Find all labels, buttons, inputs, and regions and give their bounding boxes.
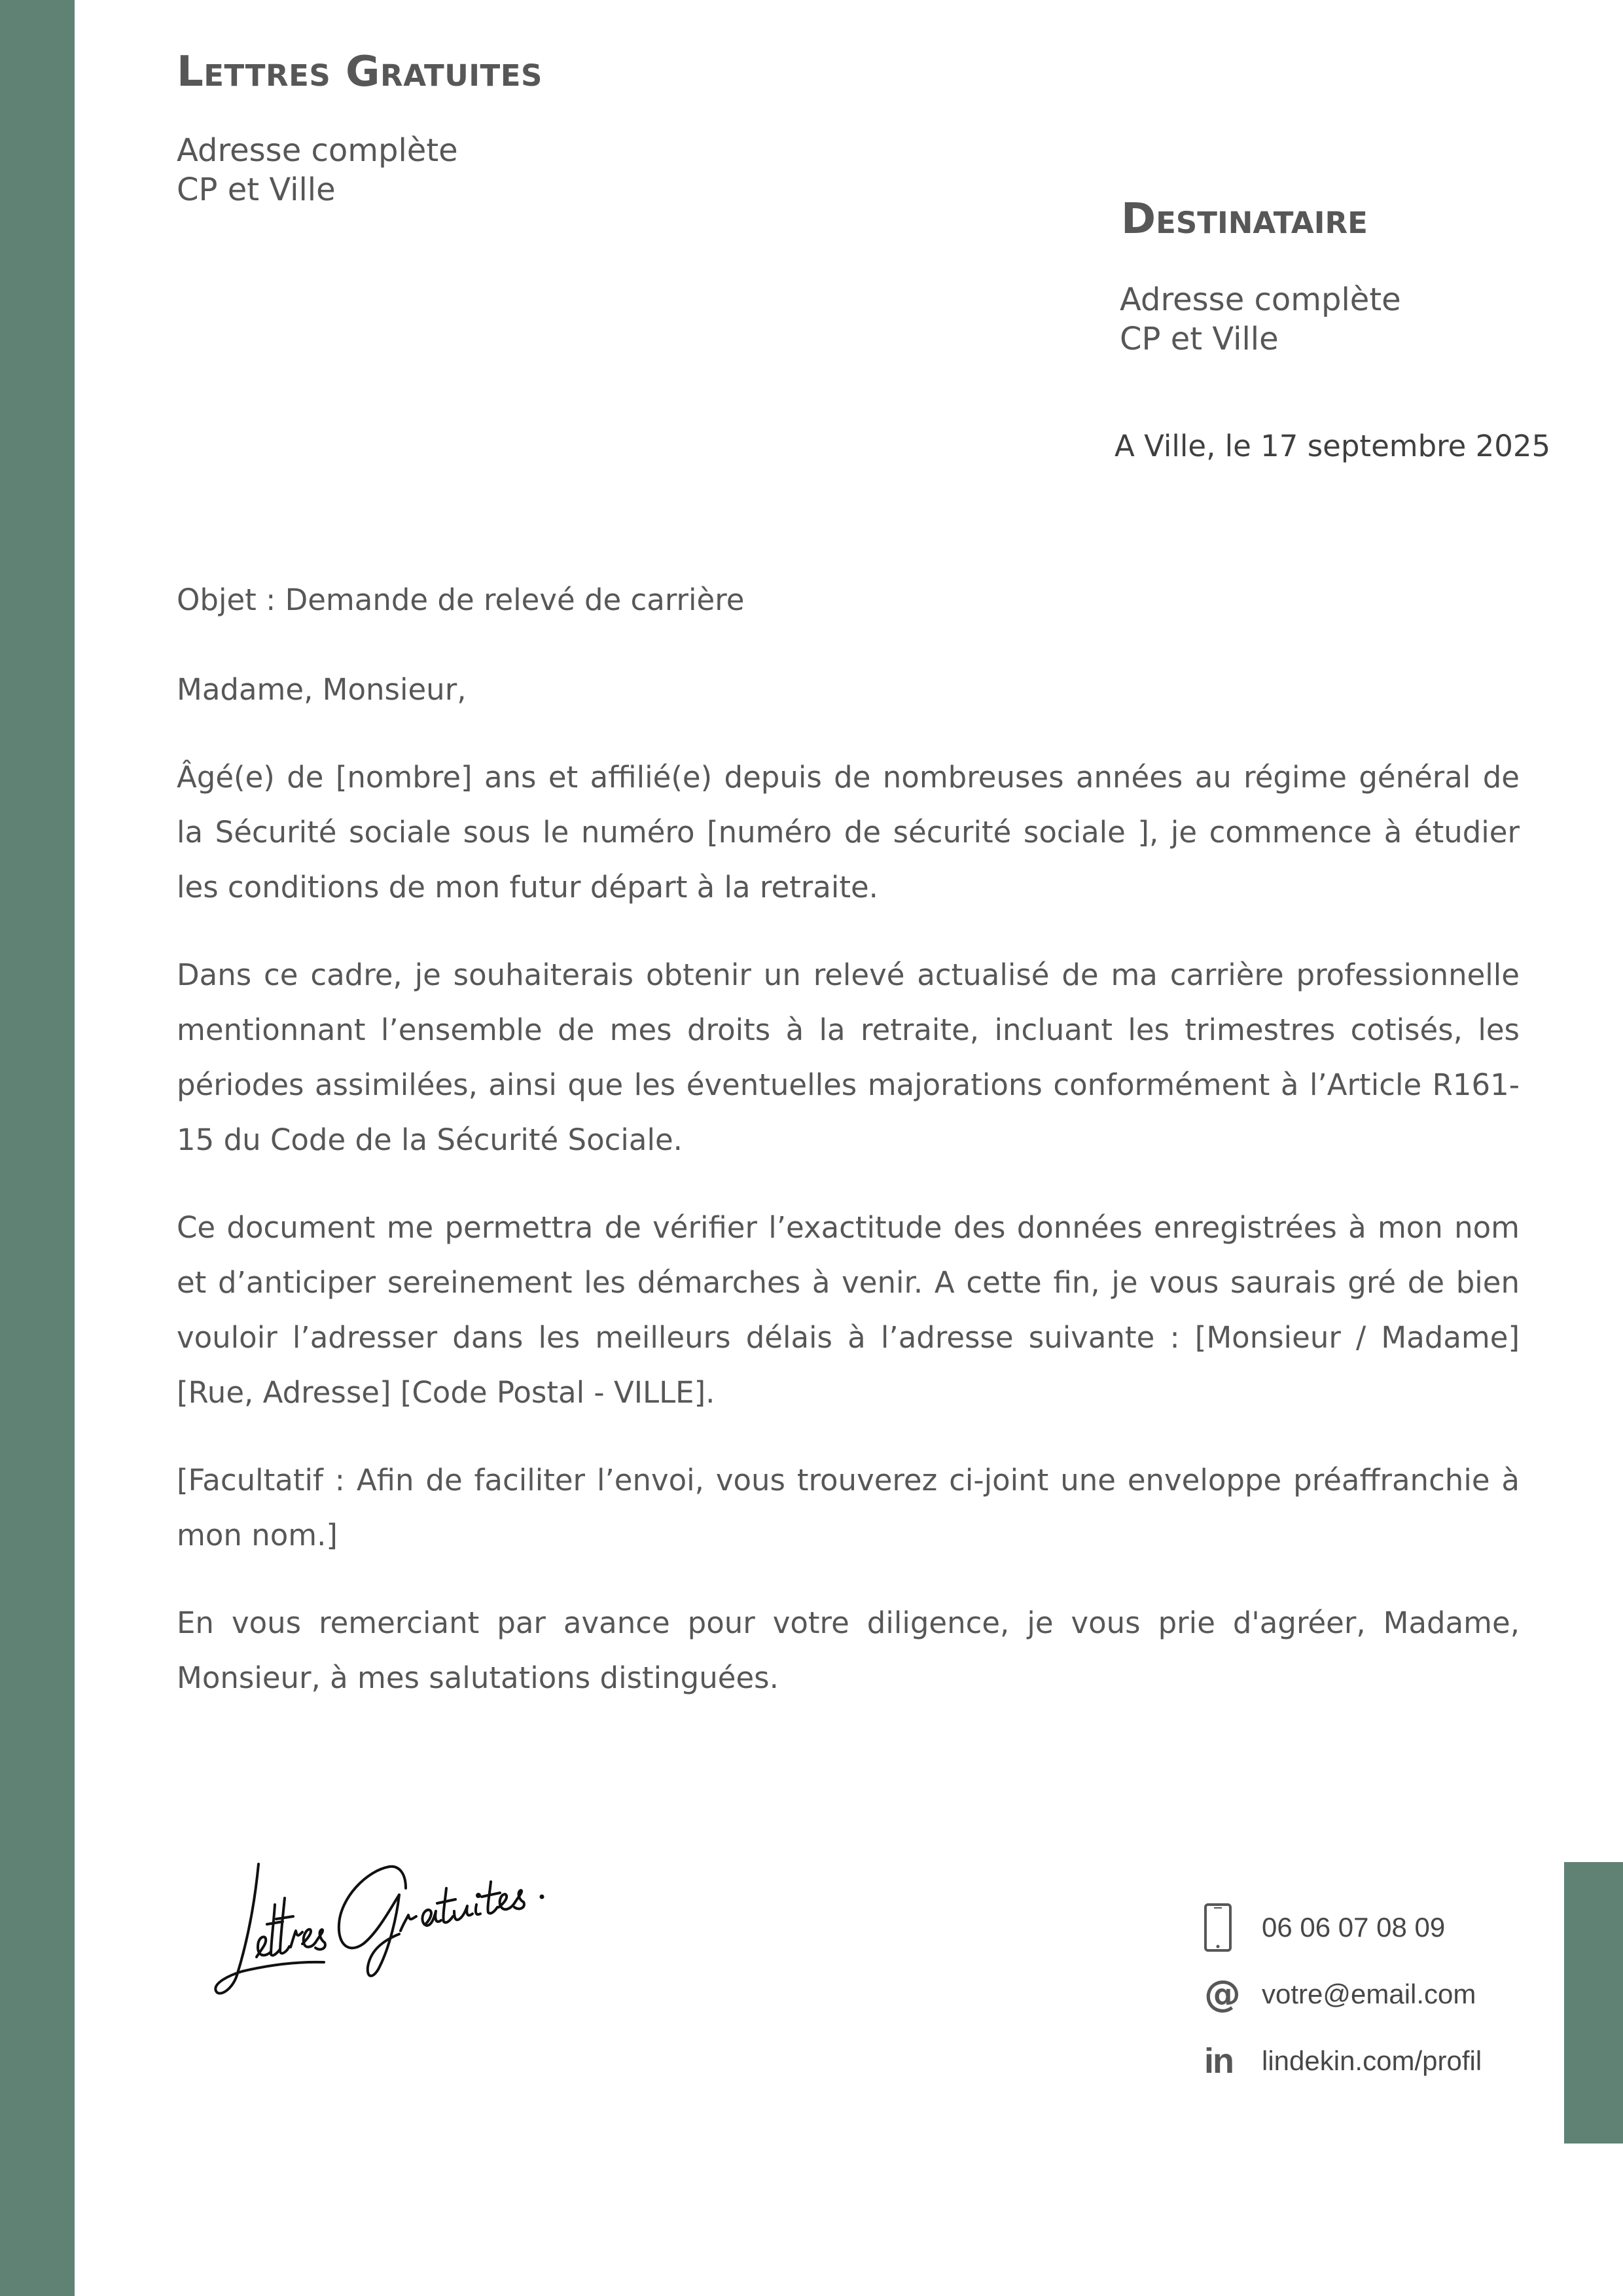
contact-email [1204, 1968, 1476, 2020]
date-line: A Ville, le 17 septembre 2025 [1115, 429, 1551, 463]
paragraph: Dans ce cadre, je souhaiterais obtenir un relevé actualisé de ma carrière professionnelle mentionnant l’ensemble de mes droits à la retraite, incluant les trimestres cotisés, les périodes assimilées, ainsi que les éventuelles majorations conformément à l’Article R161-15 du Code de la Sécurité Sociale. [177, 958, 1520, 1157]
linkedin-icon: in [1204, 2041, 1233, 2081]
sender-address [177, 131, 458, 209]
paragraph: Âgé(e) de [nombre] ans et affilié(e) depuis de nombreuses années au régime général de la Sécurité sociale sous le numéro [numéro de sécurité sociale ], je commence à étudier les conditions de mon futur départ à la retraite. [177, 760, 1520, 905]
sender-name: Lettres Gratuites [177, 48, 543, 96]
linkedin-url[interactable]: lindekin.com/profil [1262, 2045, 1482, 2076]
signature [203, 1826, 622, 2003]
contact-linkedin [1204, 2035, 1482, 2087]
signature-handwriting [203, 1826, 622, 2003]
email-address[interactable]: votre@email.com [1262, 1979, 1476, 2009]
recipient-address-line2: CP et Ville [1120, 321, 1279, 357]
subject-line: Objet : Demande de relevé de carrière [177, 583, 745, 617]
letter-body [177, 573, 1520, 1738]
sender-address-line1: Adresse complète [177, 132, 458, 169]
left-accent-bar [0, 0, 75, 2296]
phone-icon [1204, 1901, 1243, 1954]
sender-address-line2: CP et Ville [177, 171, 336, 208]
recipient-address-line1: Adresse complète [1120, 281, 1401, 318]
paragraph: [Facultatif : Afin de faciliter l’envoi, vous trouverez ci-joint une enveloppe préaffranchie à mon nom.] [177, 1463, 1520, 1552]
phone-number: 06 06 07 08 09 [1262, 1912, 1446, 1943]
contact-phone [1204, 1901, 1445, 1954]
recipient-address [1120, 280, 1401, 359]
paragraph: Ce document me permettra de vérifier l’exactitude des données enregistrées à mon nom et d’anticiper sereinement les démarches à venir. A cette fin, je vous saurais gré de bien vouloir l’adresser dans les meilleurs délais à l’adresse suivante : [Monsieur / Madame] [Rue, Adresse] [Code Postal - VILLE]. [177, 1210, 1520, 1410]
recipient-name: Destinataire [1121, 195, 1368, 243]
at-icon: @ [1204, 1973, 1241, 2015]
right-accent-block [1564, 1862, 1623, 2144]
closing-paragraph: En vous remerciant par avance pour votre diligence, je vous prie d'agréer, Madame, Monsieur, à mes salutations distinguées. [177, 1605, 1520, 1695]
salutation: Madame, Monsieur, [177, 672, 467, 707]
